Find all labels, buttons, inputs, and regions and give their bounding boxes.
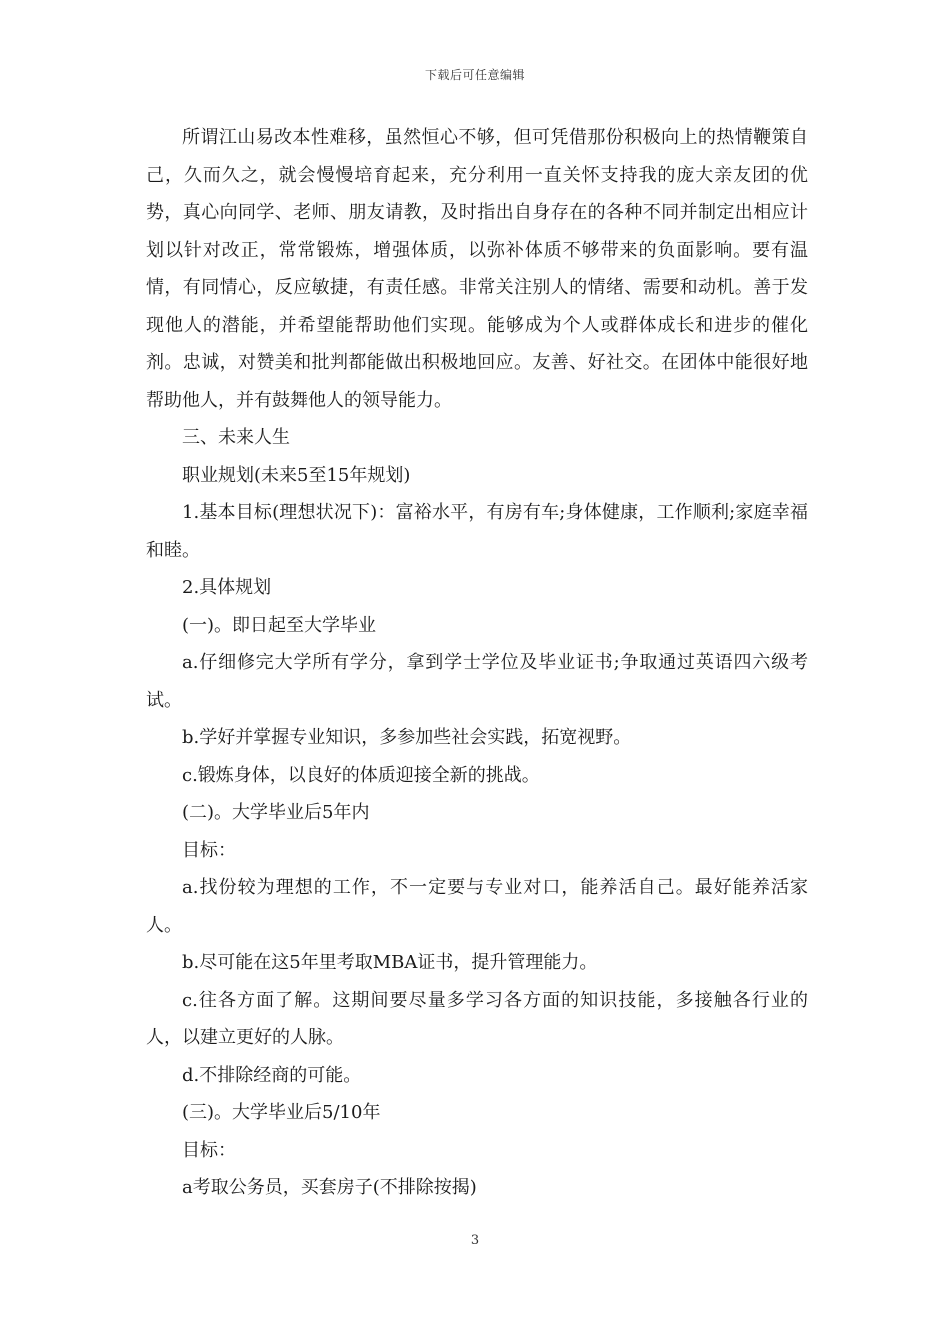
paragraph-basic-goal: 1.基本目标(理想状况下)：富裕水平，有房有车;身体健康，工作顺利;家庭幸福和睦。 — [146, 502, 808, 561]
stage-heading-5-10-years: (三)。大学毕业后5/10年 — [182, 1102, 381, 1123]
stage-heading-until-graduation: (一)。即日起至大学毕业 — [182, 614, 377, 636]
subheading-career-plan: 职业规划(未来5至15年规划) — [182, 464, 411, 486]
list-item-stage2-d: d.不排除经商的可能。 — [182, 1064, 362, 1086]
list-item-stage1-a: a.仔细修完大学所有学分，拿到学士学位及毕业证书;争取通过英语四六级考试。 — [146, 652, 808, 711]
list-item-stage1-b: b.学好并掌握专业知识，多参加些社会实践，拓宽视野。 — [182, 727, 632, 748]
list-item-stage2-b: b.尽可能在这5年里考取MBA证书，提升管理能力。 — [182, 952, 598, 973]
page-number: 3 — [470, 1233, 480, 1248]
goal-label-stage3: 目标： — [182, 1139, 236, 1161]
page-header: 下载后可任意编辑 — [424, 68, 525, 82]
stage-heading-5-years: (二)。大学毕业后5年内 — [182, 802, 370, 823]
list-item-stage2-a: a.找份较为理想的工作，不一定要与专业对口，能养活自己。最好能养活家人。 — [146, 877, 808, 936]
list-item-stage3-a: a考取公务员，买套房子(不排除按揭) — [182, 1177, 477, 1198]
paragraph-personality: 所谓江山易改本性难移，虽然恒心不够，但可凭借那份积极向上的热情鞭策自己，久而久之，就会慢慢培育起来，充分利用一直关怀支持我的庞大亲友团的优势，真心向同学、老师、朋友请教，及时指出自身存在的各种不同并制定出相应计划以针对改正，常常锻炼，增强体质，以弥补体质不够带来的负面影响。要有温情，有同情心，反应敏捷，有责任感。非常关注别人的情绪、需要和动机。善于发现他人的潜能，并希望能帮助他们实现。能够成为个人或群体成长和进步的催化剂。忠诚，对赞美和批判都能做出积极地回应。友善、好社交。在团体中能很好地帮助他人，并有鼓舞他人的领导能力。 — [146, 127, 808, 411]
list-item-stage1-c: c.锻炼身体，以良好的体质迎接全新的挑战。 — [182, 764, 540, 786]
section-heading-future-life: 三、未来人生 — [182, 427, 290, 448]
goal-label-stage2: 目标： — [182, 839, 236, 861]
list-item-stage2-c: c.往各方面了解。这期间要尽量多学习各方面的知识技能，多接触各行业的人，以建立更好的人脉。 — [146, 989, 808, 1048]
document-body — [146, 119, 808, 1207]
subheading-specific-plan: 2.具体规划 — [182, 577, 272, 598]
